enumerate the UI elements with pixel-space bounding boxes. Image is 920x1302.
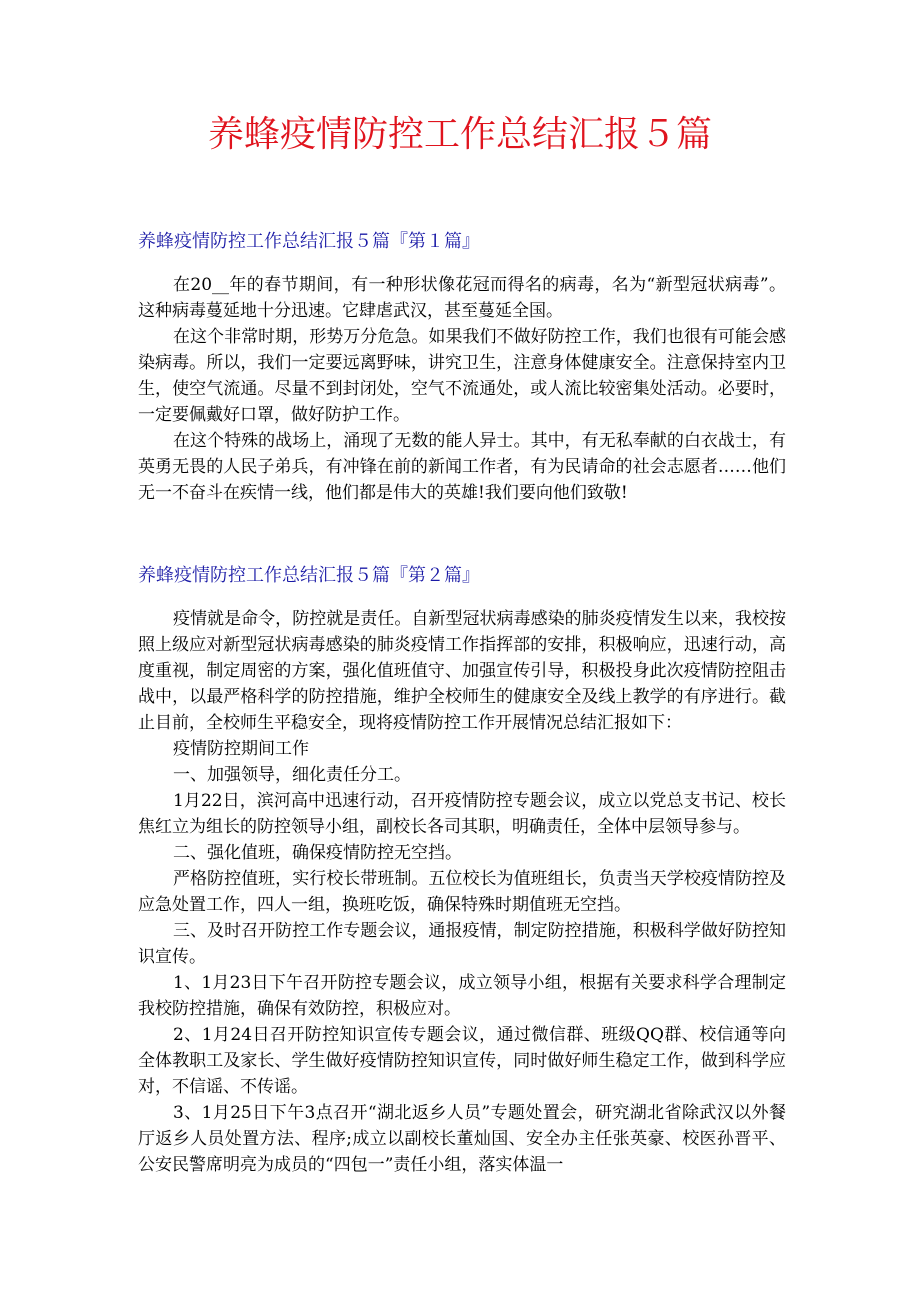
paragraph: 在这个特殊的战场上，涌现了无数的能人异士。其中，有无私奉献的白衣战士，有英勇无畏的人民子弟兵，有冲锋在前的新闻工作者，有为民请命的社会志愿者……他们无一不奋斗在疾情一线，他们都是伟大的英雄!我们要向他们致敬!: [138, 431, 786, 503]
paragraph: 1、1月23日下午召开防控专题会议，成立领导小组，根据有关要求科学合理制定我校防控措施，确保有效防控，积极应对。: [138, 973, 786, 1019]
section-heading-1: 养蜂疫情防控工作总结汇报５篇『第１篇』: [138, 231, 480, 252]
section-heading-2: 养蜂疫情防控工作总结汇报５篇『第２篇』: [138, 565, 480, 586]
paragraph: 一、加强领导，细化责任分工。: [173, 765, 411, 785]
paragraph: 2、1月24日召开防控知识宣传专题会议，通过微信群、班级QQ群、校信通等向全体教职工及家长、学生做好疫情防控知识宣传，同时做好师生稳定工作，做到科学应对，不信谣、不传谣。: [138, 1025, 786, 1097]
paragraph: 在20__年的春节期间，有一种形状像花冠而得名的病毒，名为“新型冠状病毒”。这种病毒蔓延地十分迅速。它肆虐武汉，甚至蔓延全国。: [138, 275, 786, 321]
paragraph: 二、强化值班，确保疫情防控无空挡。: [173, 843, 462, 863]
paragraph: 三、及时召开防控工作专题会议，通报疫情，制定防控措施，积极科学做好防控知识宣传。: [138, 921, 786, 967]
paragraph: 严格防控值班，实行校长带班制。五位校长为值班组长，负责当天学校疫情防控及应急处置工作，四人一组，换班吃饭，确保特殊时期值班无空挡。: [138, 869, 786, 915]
paragraph: 3、1月25日下午3点召开“湖北返乡人员”专题处置会，研究湖北省除武汉以外餐厅返乡人员处置方法、程序;成立以副校长董灿国、安全办主任张英豪、校医孙晋平、公安民警席明亮为成员的“四包一”责任小组，落实体温一: [138, 1103, 786, 1175]
paragraph: 疫情防控期间工作: [173, 739, 309, 759]
paragraph: 疫情就是命令，防控就是责任。自新型冠状病毒感染的肺炎疫情发生以来，我校按照上级应对新型冠状病毒感染的肺炎疫情工作指挥部的安排，积极响应，迅速行动，高度重视，制定周密的方案，强化值班值守、加强宣传引导，积极投身此次疫情防控阻击战中，以最严格科学的防控措施，维护全校师生的健康安全及线上教学的有序进行。截止目前，全校师生平稳安全，现将疫情防控工作开展情况总结汇报如下：: [138, 609, 786, 733]
section-1-body: [138, 272, 786, 506]
document-title: 养蜂疫情防控工作总结汇报５篇: [207, 114, 712, 155]
paragraph: 1月22日，滨河高中迅速行动，召开疫情防控专题会议，成立以党总支书记、校长焦红立为组长的防控领导小组，副校长各司其职，明确责任，全体中层领导参与。: [138, 791, 786, 837]
section-2-body: [138, 606, 786, 1178]
paragraph: 在这个非常时期，形势万分危急。如果我们不做好防控工作，我们也很有可能会感染病毒。所以，我们一定要远离野味，讲究卫生，注意身体健康安全。注意保持室内卫生，使空气流通。尽量不到封闭处，空气不流通处，或人流比较密集处活动。必要时，一定要佩戴好口罩，做好防护工作。: [138, 327, 786, 425]
